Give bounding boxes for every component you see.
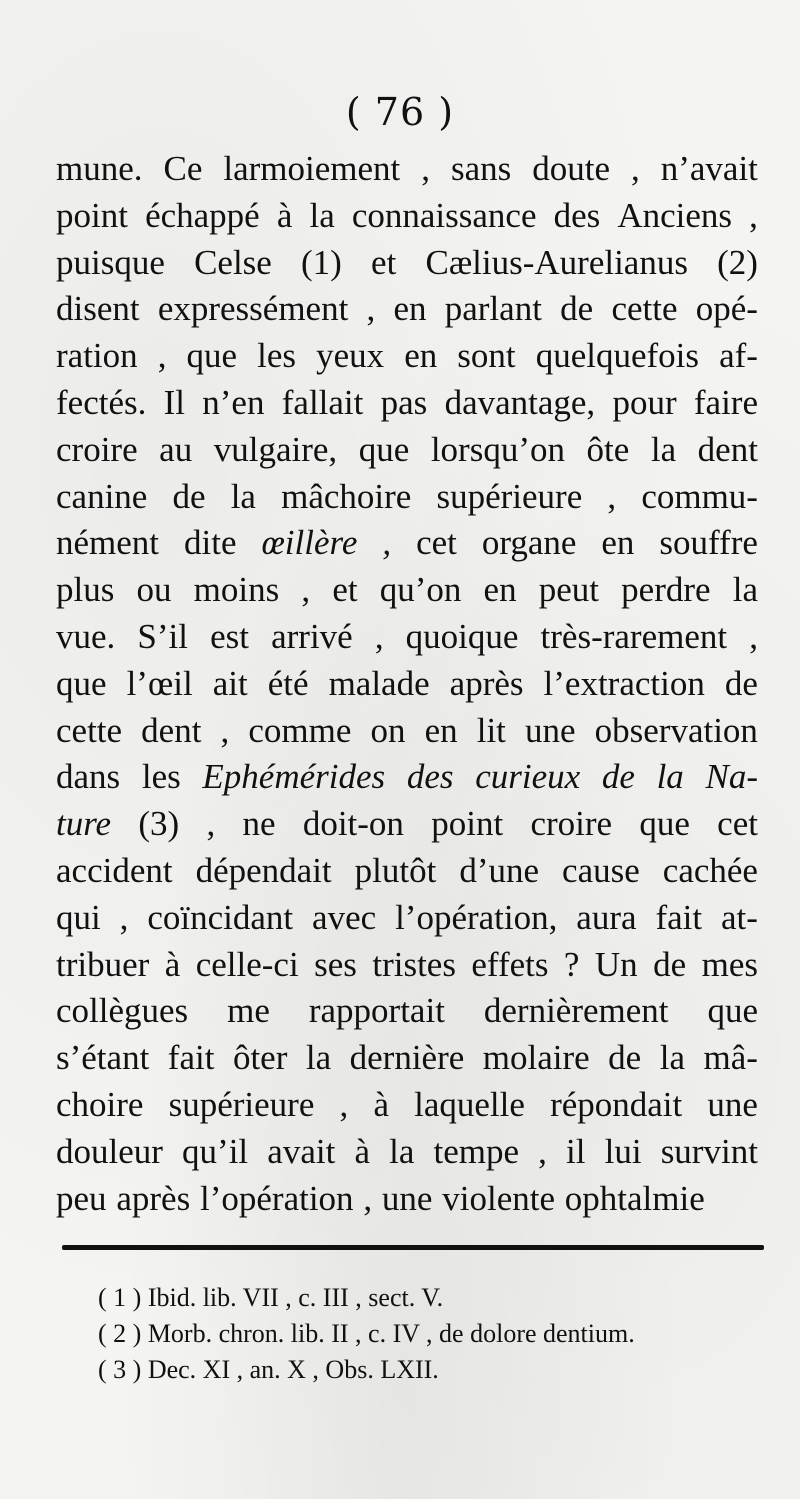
text-line: qui , coïncidant avec l’opération, aura fait at-	[56, 897, 758, 937]
footnote-1: ( 1 ) Ibid. lib. VII , c. III , sect. V.	[98, 1283, 444, 1312]
text-line: dans les Ephémérides des curieux de la Na-	[56, 757, 758, 797]
footnote-3: ( 3 ) Dec. XI , an. X , Obs. LXII.	[98, 1355, 439, 1384]
text-line: peu après l’opération , une violente ophtalmie	[56, 1178, 705, 1218]
text-line: plus ou moins , et qu’on en peut perdre la	[56, 570, 758, 610]
page-number: ( 76 )	[345, 90, 455, 134]
text-line: que l’œil ait été malade après l’extraction de	[56, 663, 758, 703]
text-line: ration , que les yeux en sont quelquefois af-	[56, 336, 758, 376]
text-line: disent expressément , en parlant de cette opé-	[56, 289, 758, 329]
text-line: collègues me rapportait dernièrement que	[56, 991, 758, 1031]
text-line: cette dent , comme on en lit une observation	[56, 710, 758, 750]
text-line: mune. Ce larmoiement , sans doute , n’avait	[56, 149, 758, 188]
footnote-rule	[62, 1245, 764, 1250]
footnote-2: ( 2 ) Morb. chron. lib. II , c. IV , de dolore dentium.	[98, 1319, 635, 1348]
text-line: douleur qu’il avait à la tempe , il lui survint	[56, 1131, 758, 1171]
text-line: s’étant fait ôter la dernière molaire de la mâ-	[56, 1038, 758, 1078]
text-line: puisque Celse (1) et Cælius-Aurelianus (2)	[56, 242, 758, 282]
text-line: ture (3) , ne doit-on point croire que cet	[56, 804, 758, 844]
text-line: croire au vulgaire, que lorsqu’on ôte la dent	[56, 429, 758, 469]
text-line: tribuer à celle-ci ses tristes effets ? Un de mes	[56, 944, 758, 984]
text-line: nément dite œillère , cet organe en souffre	[56, 523, 758, 563]
text-line: choire supérieure , à laquelle répondait une	[56, 1084, 758, 1124]
text-line: vue. S’il est arrivé , quoique très-rarement ,	[56, 616, 758, 656]
text-line: point échappé à la connaissance des Anciens ,	[56, 195, 758, 235]
body-text	[56, 146, 758, 1222]
footnotes	[98, 1280, 778, 1388]
text-line: accident dépendait plutôt d’une cause cachée	[56, 850, 758, 890]
text-line: canine de la mâchoire supérieure , commu-	[56, 476, 758, 516]
text-line: fectés. Il n’en fallait pas davantage, pour faire	[56, 382, 758, 422]
